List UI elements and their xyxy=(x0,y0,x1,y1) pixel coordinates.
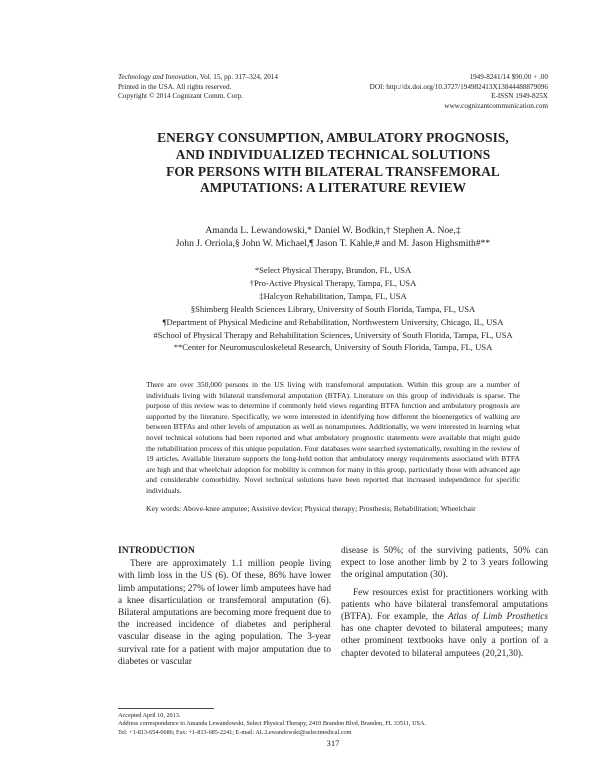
intro-paragraph-3-end: has one chapter devoted to bilateral amputees; many other prominent textbooks have only a portion of a chapter devoted to bilateral amputees (20,21,30). xyxy=(341,624,548,659)
title-line-1: ENERGY CONSUMPTION, AMBULATORY PROGNOSIS, xyxy=(157,130,509,145)
journal-name: Technology and Innovation xyxy=(118,73,197,81)
abstract: There are over 350,000 persons in the US living with transfemoral amputation. Within this group are a number of individuals living with bilateral transfemoral amputation (BTFA). Literature on this group of individuals is sparse. The purpose of this review was to determine if commonly held views regarding BTFA function and ambulatory prognosis are supported by the literature. Specifically, we were interested in identifying how different the bioenergetics of walking are between BTFAs and other levels of amputation as well as nonamputees. Additionally, we were interested in learning what novel technical solutions had been reported and what ambulatory prognostic statements were available that might guide the rehabilitation process of this unique population. Four databases were searched systematically, resulting in the review of 19 articles. Available literature supports the long-held notion that ambulatory energy requirements associated with BTFA are high and that wheelchair adoption for mobility is common for many in this group, particularly those with advanced age and considerable comorbidity. Novel technical solutions have been reported that increased independence for specific individuals. xyxy=(146,380,520,495)
affiliation: *Select Physical Therapy, Brandon, FL, USA xyxy=(254,265,412,275)
affiliation: #School of Physical Therapy and Rehabilitation Sciences, University of South Florida, Tampa, FL, USA xyxy=(153,329,513,340)
title-line-4: AMPUTATIONS: A LITERATURE REVIEW xyxy=(199,180,467,196)
title-line-3: FOR PERSONS WITH BILATERAL TRANSFEMORAL xyxy=(166,163,500,179)
authors-line-2: John J. Orriola,§ John W. Michael,¶ Jason T. Kahle,# and M. Jason Highsmith#** xyxy=(175,238,491,249)
body-column-right xyxy=(341,545,548,660)
affiliation: ‡Halcyon Rehabilitation, Tampa, FL, USA xyxy=(259,290,407,301)
copyright-notice: Copyright © 2014 Cognizant Comm. Corp. xyxy=(118,92,244,101)
printed-notice: Printed in the USA. All rights reserved. xyxy=(118,82,232,91)
affiliation: ¶Department of Physical Medicine and Rehabilitation, Northwestern University, Chicago, IL, USA xyxy=(162,316,504,327)
book-title-atlas: Atlas of Limb Prosthetics xyxy=(448,612,548,623)
affiliation: §Shimberg Health Sciences Library, University of South Florida, Tampa, FL, USA xyxy=(190,303,476,314)
journal-header-left xyxy=(118,73,278,102)
affiliations xyxy=(118,264,548,354)
doi-link[interactable]: DOI: http://dx.doi.org/10.3727/194982413X13844488879096 xyxy=(369,82,548,91)
article-title xyxy=(118,130,548,197)
correspondence-address: Address correspondence to Amanda Lewandowski, Select Physical Therapy, 2410 Brandon Blvd, Brandon, FL 33511, USA. xyxy=(118,720,427,728)
affiliation: †Pro-Active Physical Therapy, Tampa, FL, USA xyxy=(249,277,417,288)
correspondence-footnote xyxy=(118,712,548,737)
keywords: Key words: Above-knee amputee; Assistive device; Physical therapy; Prosthesis; Rehabilitation; Wheelchair xyxy=(146,504,476,513)
intro-paragraph-2: disease is 50%; of the surviving patients, 50% can expect to lose another limb by 2 to 3 years following the original amputation (30). xyxy=(341,546,548,581)
body-column-left xyxy=(118,545,331,668)
intro-paragraph-3 xyxy=(341,587,548,660)
author-list xyxy=(118,224,548,250)
eissn: E-ISSN 1949-825X xyxy=(491,92,548,101)
section-heading-introduction: INTRODUCTION xyxy=(118,545,195,556)
accepted-date: Accepted April 10, 2013. xyxy=(118,712,181,719)
publisher-website[interactable]: www.cognizantcommunication.com xyxy=(444,101,548,110)
intro-paragraph-3-start: Few resources exist for practitioners working with patients who have bilateral transfemoral amputations (BTFA). For example, the xyxy=(341,587,548,623)
issn-price: 1949-8241/14 $90.00 + .00 xyxy=(469,73,548,81)
affiliation: **Center for Neuromusculoskeletal Research, University of South Florida, Tampa, FL, USA xyxy=(173,342,493,353)
footnote-divider xyxy=(118,708,214,709)
intro-paragraph-1: There are approximately 1.1 million people living with limb loss in the US (6). Of these, 86% have lower limb amputations; 27% of lower limb amputees have had a knee disarticulation or transfemoral amputation (6). Bilateral amputations are becoming more frequent due to the increased incidence of diabetes and peripheral vascular disease in the aging population. The 3-year survival rate for a patient with major amputation due to diabetes or vascular xyxy=(118,559,331,667)
journal-citation-line xyxy=(118,73,278,83)
journal-volume-pages: , Vol. 15, pp. 317–324, 2014 xyxy=(196,73,278,81)
title-line-2: AND INDIVIDUALIZED TECHNICAL SOLUTIONS xyxy=(175,146,491,162)
authors-line-1: Amanda L. Lewandowski,* Daniel W. Bodkin,† Stephen A. Noe,‡ xyxy=(205,225,461,236)
correspondence-contact: Tel: +1-813-654-0686; Fax: +1-813-685-2241; E-mail: AL.Lewandowski@selectmedical.com xyxy=(118,728,352,736)
journal-header-right xyxy=(370,73,548,111)
page-number: 317 xyxy=(326,738,340,748)
